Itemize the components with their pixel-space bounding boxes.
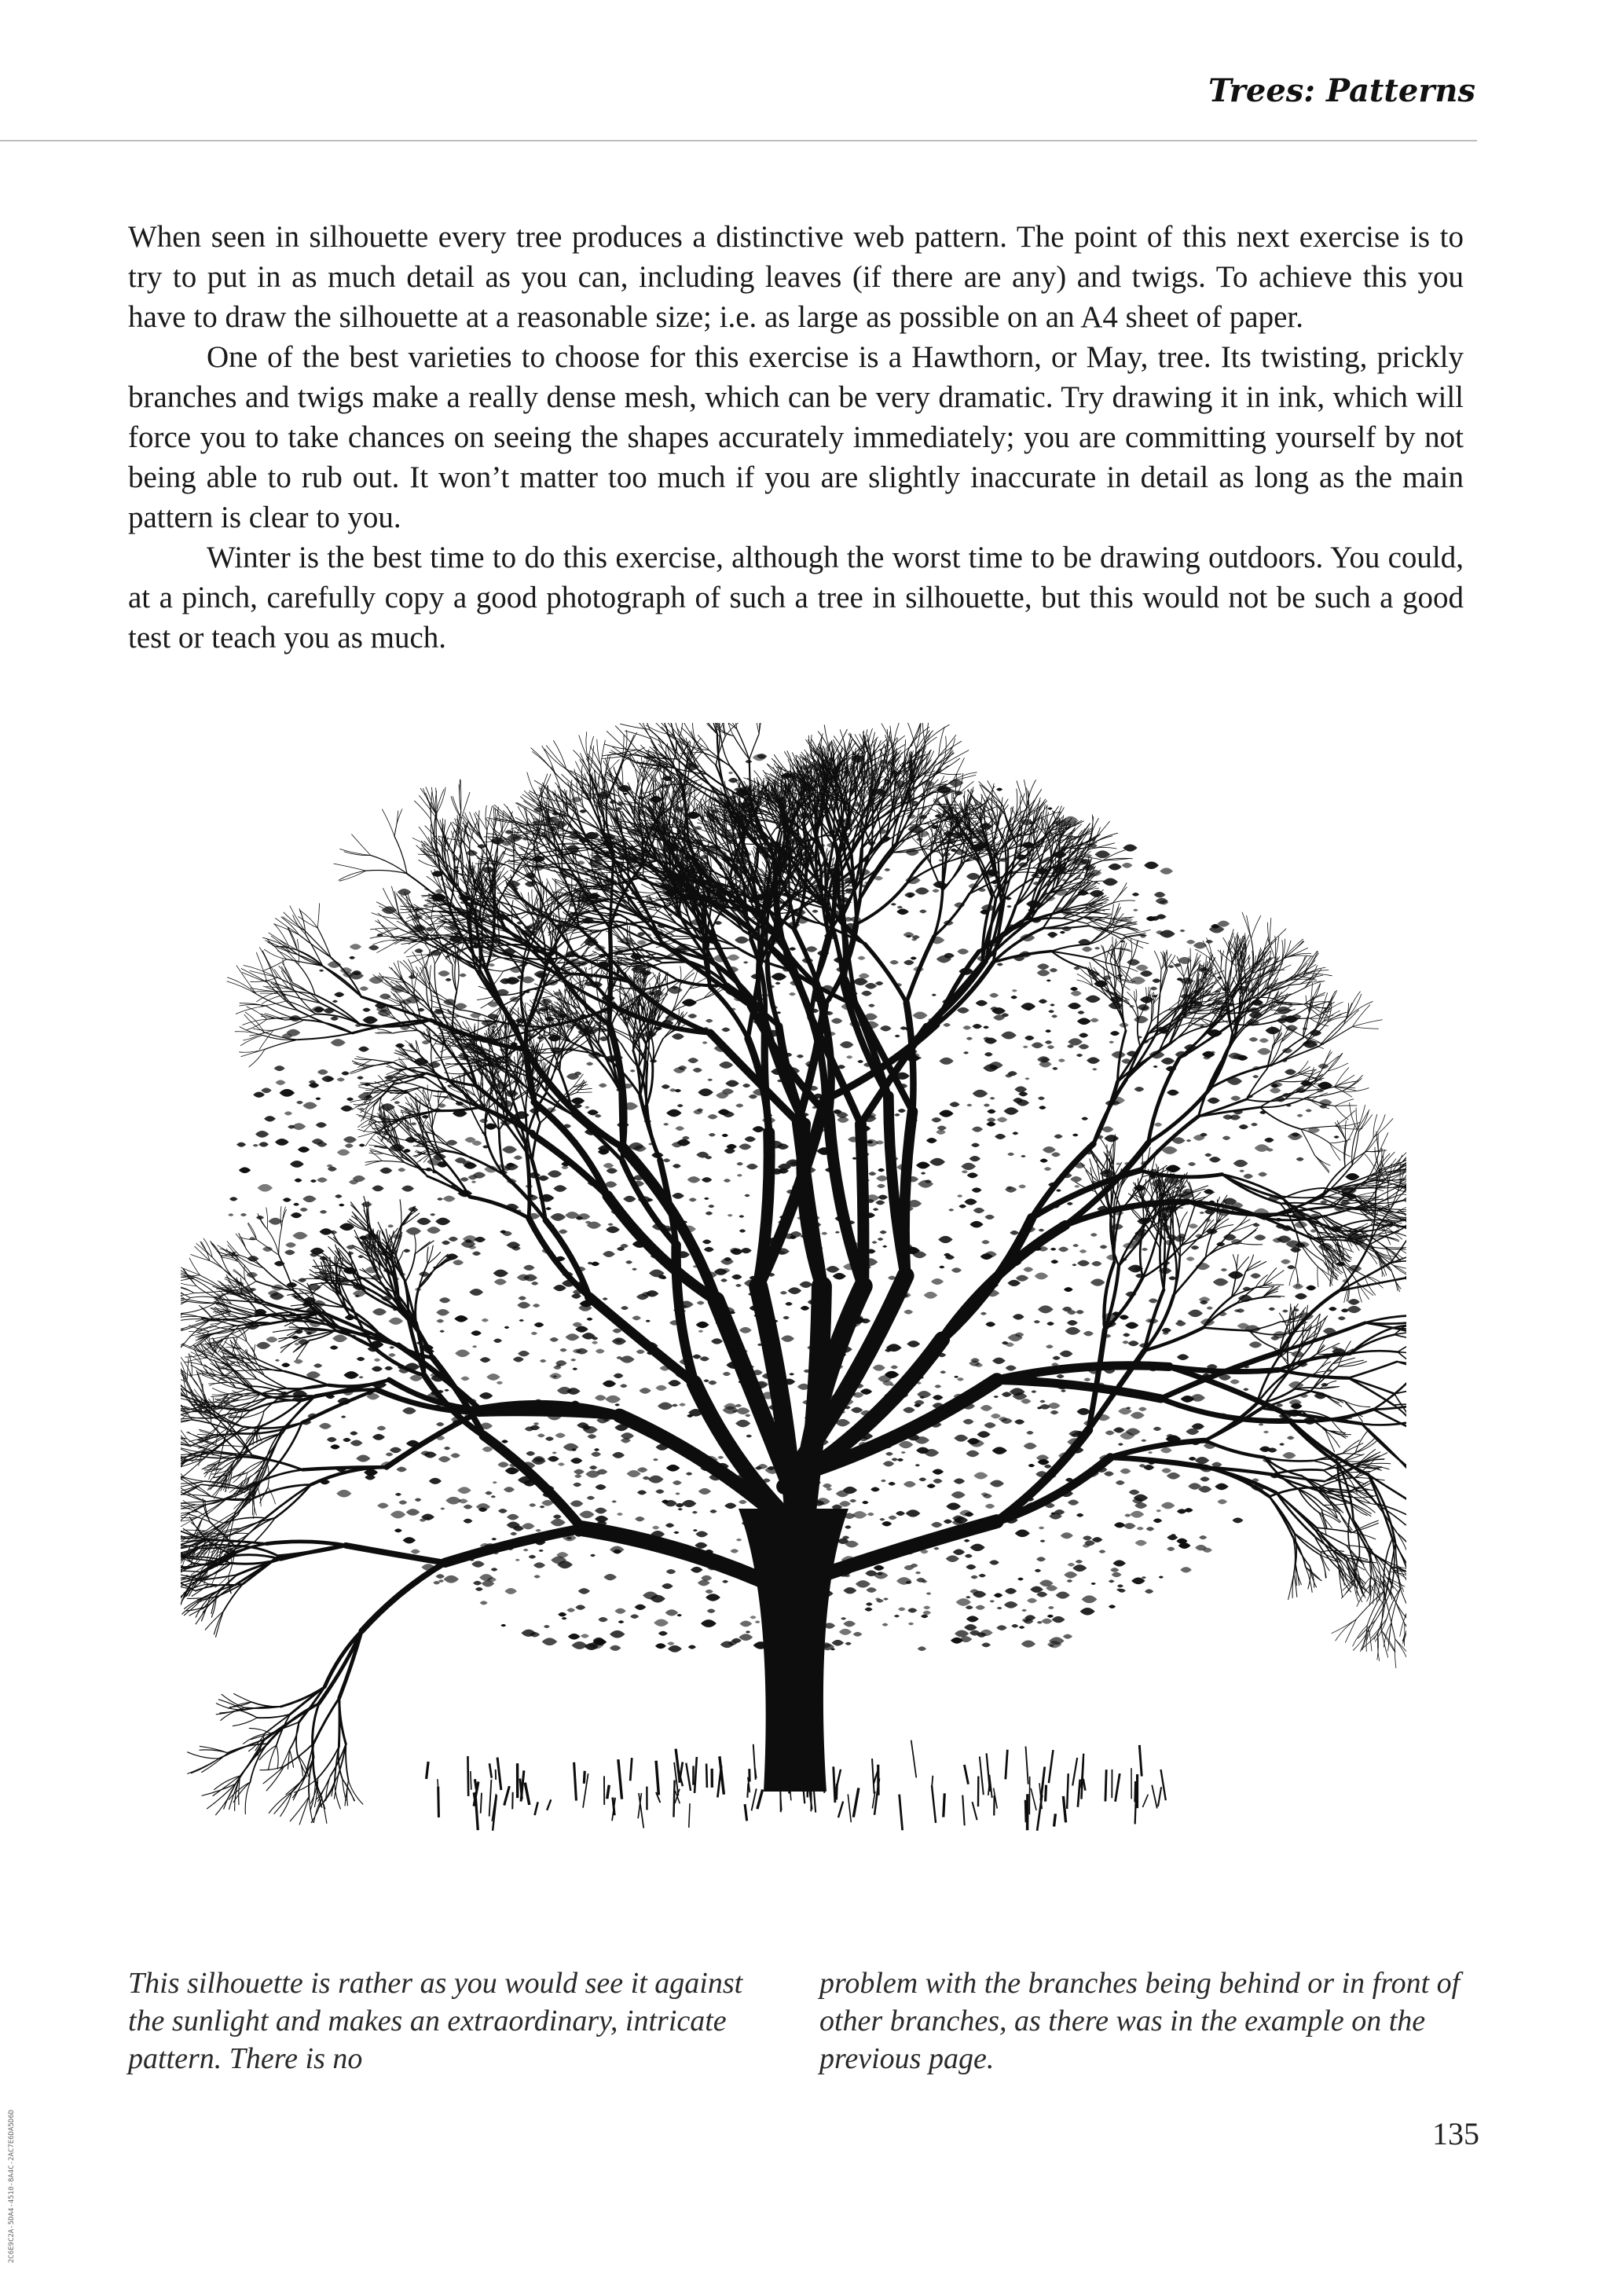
paragraph-3: Winter is the best time to do this exercise, although the worst time to be drawing outdoors. You could, at a pinch, carefully copy a good photograph of such a tree in silhouette, but this would not be such a good test or teach you as much. <box>128 541 1464 655</box>
paragraph-1: When seen in silhouette every tree produces a distinctive web pattern. The point of this next exercise is to try to put in as much detail as you can, including leaves (if there are any) and twigs. To achieve this you have to draw the silhouette at a reasonable size; i.e. as large as possible on an A4 sheet of paper. <box>128 220 1464 334</box>
running-header: Trees: Patterns <box>1208 72 1475 109</box>
tree-drawing <box>181 723 1406 1933</box>
page-number: 135 <box>1432 2116 1479 2151</box>
caption-left-column: This silhouette is rather as you would see it against the sunlight and makes an extraordinary, intricate pattern. There is no <box>128 1967 743 2075</box>
header-rule <box>0 140 1477 141</box>
tree-silhouette-illustration <box>181 723 1406 1933</box>
paragraph-2: One of the best varieties to choose for this exercise is a Hawthorn, or May, tree. Its twisting, prickly branches and twigs make a really dense mesh, which can be very dramatic. Try drawing it in ink, which will force you to take chances on seeing the shapes accurately immediately; you are committing yourself by not being able to rub out. It won’t matter too much if you are slightly inaccurate in detail as long as the main pattern is clear to you. <box>128 340 1464 534</box>
caption-right-column: problem with the branches being behind or in front of other branches, as there was in the example on the previous page. <box>819 1967 1461 2075</box>
side-note: 2C6E9C2A-5DA4-4510-8A4C-2AC7E6DA5D6D <box>8 2109 16 2263</box>
body-text <box>128 217 1464 658</box>
